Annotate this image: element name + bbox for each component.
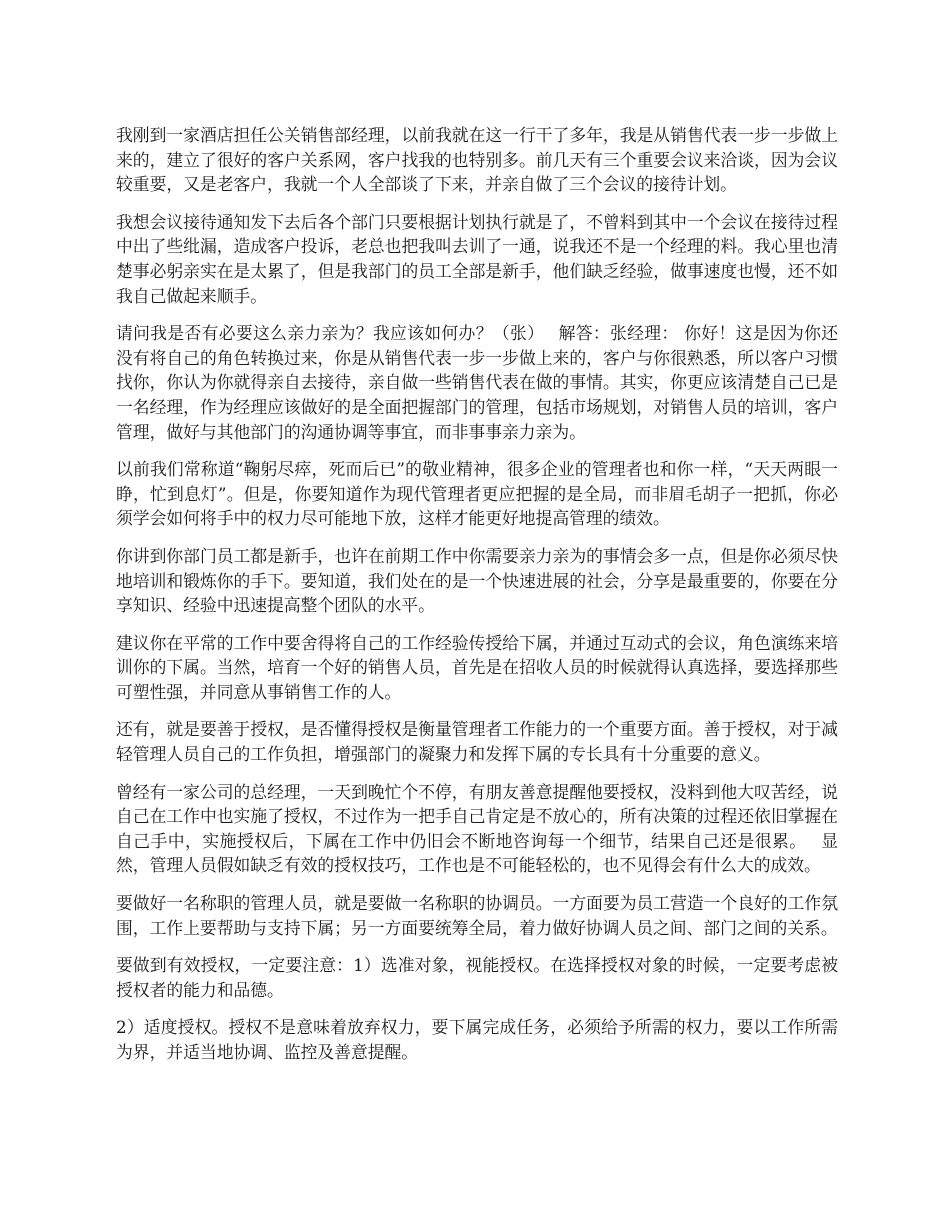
paragraph-2: 我想会议接待通知发下去后各个部门只要根据计划执行就是了，不曾料到其中一个会议在接待过程中出了些纰漏，造成客户投诉，老总也把我叫去训了一通，说我还不是一个经理的料。我心里也清楚事必躬亲实在是太累了，但是我部门的员工全部是新手，他们缺乏经验，做事速度也慢，还不如我自己做起来顺手。 (116, 211, 838, 306)
paragraph-10: 要做到有效授权，一定要注意：1）选准对象，视能授权。在选择授权对象的时候，一定要考虑被授权者的能力和品德。 (116, 955, 838, 1000)
paragraph-1: 我刚到一家酒店担任公关销售部经理，以前我就在这一行干了多年，我是从销售代表一步一步做上来的，建立了很好的客户关系网，客户找我的也特别多。前几天有三个重要会议来洽谈，因为会议较重要，又是老客户，我就一个人全部谈了下来，并亲自做了三个会议的接待计划。 (116, 125, 838, 195)
document-body (116, 123, 838, 1078)
paragraph-7: 还有，就是要善于授权，是否懂得授权是衡量管理者工作能力的一个重要方面。善于授权，对于减轻管理人员自己的工作负担，增强部门的凝聚力和发挥下属的专长具有十分重要的意义。 (116, 719, 838, 765)
paragraph-3: 请问我是否有必要这么亲力亲为？我应该如何办？（张） 解答：张经理： 你好！这是因为你还没有将自己的角色转换过来，你是从销售代表一步一步做上来的，客户与你很熟悉，所以客户习惯找你，你认为你就得亲自去接待，亲自做一些销售代表在做的事情。其实，你更应该清楚自己已是一名经理，作为经理应该做好的是全面把握部门的管理，包括市场规划，对销售人员的培训，客户管理，做好与其他部门的沟通协调等事宜，而非事事亲力亲为。 (116, 323, 838, 442)
paragraph-9: 要做好一名称职的管理人员，就是要做一名称职的协调员。一方面要为员工营造一个良好的工作氛围，工作上要帮助与支持下属；另一方面要统筹全局，着力做好协调人员之间、部门之间的关系。 (116, 893, 838, 938)
paragraph-8: 曾经有一家公司的总经理，一天到晚忙个不停，有朋友善意提醒他要授权，没料到他大叹苦经，说自己在工作中也实施了授权，不过作为一把手自己肯定是不放心的，所有决策的过程还依旧掌握在自己手中，实施授权后，下属在工作中仍旧会不断地咨询每一个细节，结果自己还是很累。 显然，管理人员假如缺乏有效的授权技巧，工作也是不可能轻松的，也不见得会有什么大的成效。 (116, 781, 838, 876)
paragraph-5: 你讲到你部门员工都是新手，也许在前期工作中你需要亲力亲为的事情会多一点，但是你必须尽快地培训和锻炼你的手下。要知道，我们处在的是一个快速进展的社会，分享是最重要的，你要在分享知识、经验中迅速提高整个团队的水平。 (116, 545, 838, 616)
paragraph-11: 2）适度授权。授权不是意味着放弃权力，要下属完成任务，必须给予所需的权力，要以工作所需为界，并适当地协调、监控及善意提醒。 (116, 1017, 838, 1062)
paragraph-4: 以前我们常称道“鞠躬尽瘁，死而后已”的敬业精神，很多企业的管理者也和你一样，“天天两眼一睁，忙到息灯”。但是，你要知道作为现代管理者更应把握的是全局，而非眉毛胡子一把抓，你必须学会如何将手中的权力尽可能地下放，这样才能更好地提高管理的绩效。 (116, 459, 838, 529)
paragraph-6: 建议你在平常的工作中要舍得将自己的工作经验传授给下属，并通过互动式的会议，角色演练来培训你的下属。当然，培育一个好的销售人员，首先是在招收人员的时候就得认真选择，要选择那些可塑性强，并同意从事销售工作的人。 (116, 632, 838, 702)
